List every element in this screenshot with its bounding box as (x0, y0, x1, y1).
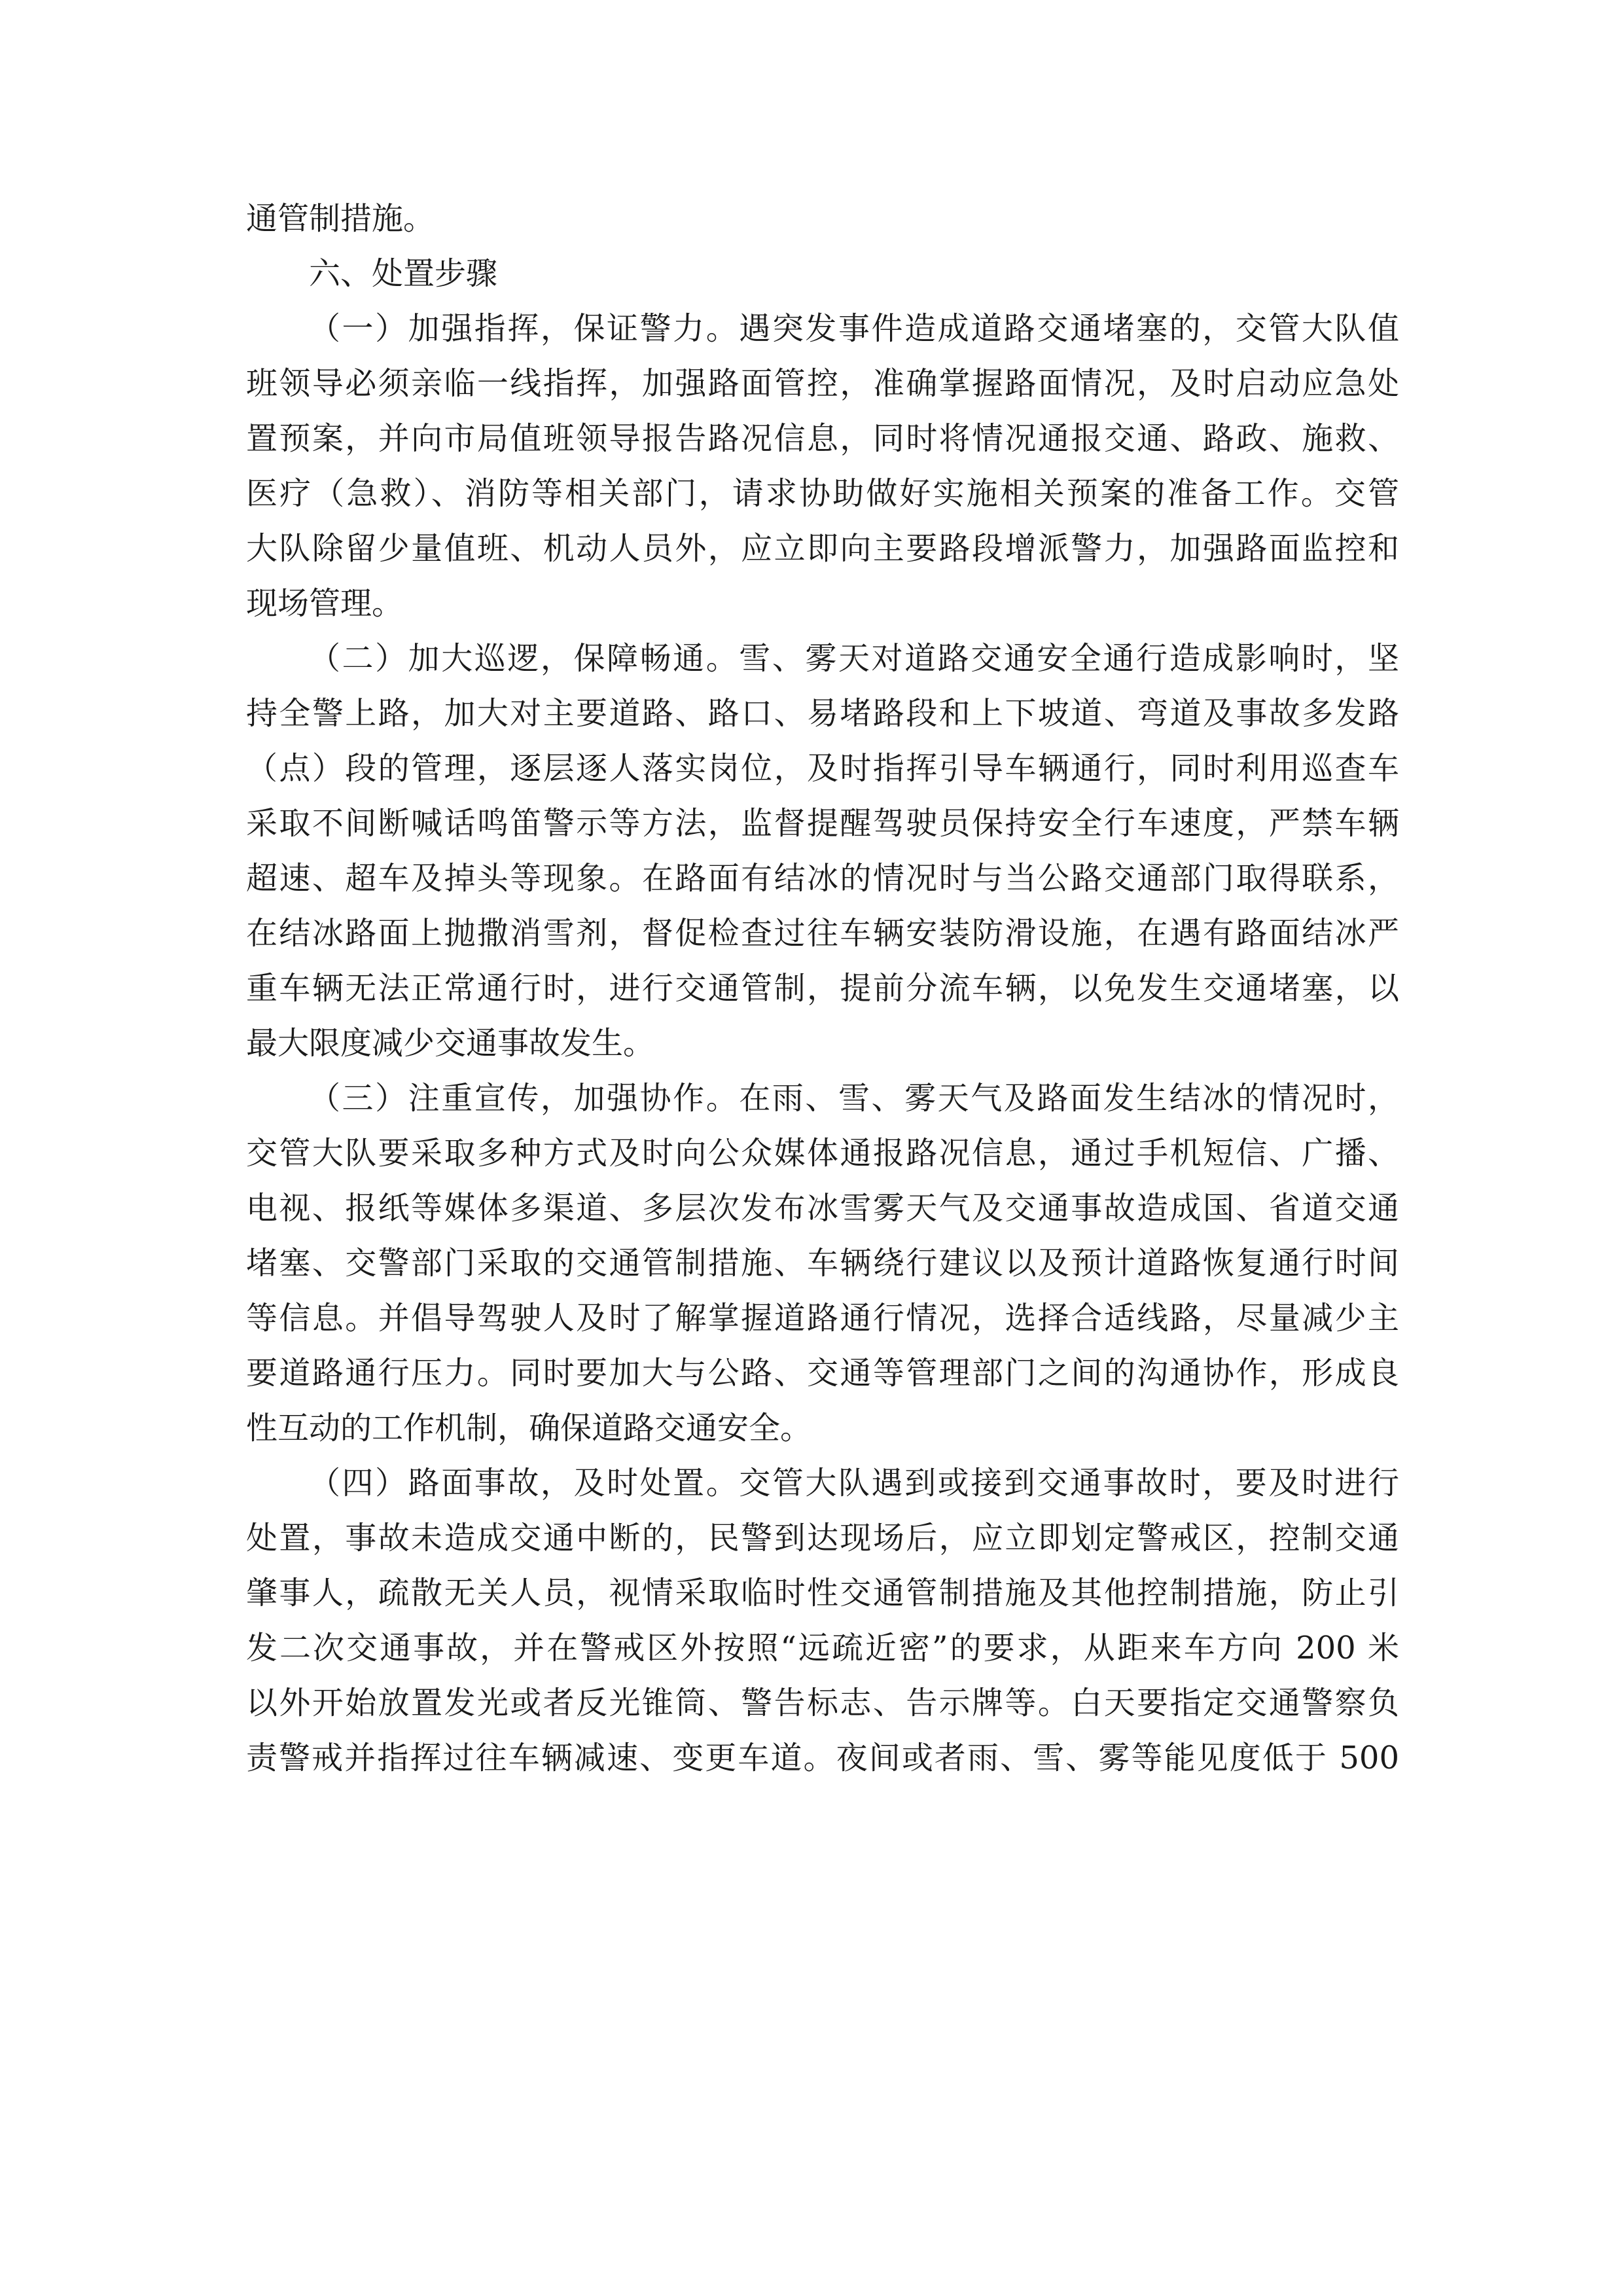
text-line: 等信息。并倡导驾驶人及时了解掌握道路通行情况，选择合适线路，尽量减少主 (246, 1300, 1399, 1336)
text-line: 以外开始放置发光或者反光锥筒、警告标志、告示牌等。白天要指定交通警察负 (246, 1685, 1399, 1721)
text-line: 现场管理。 (246, 585, 404, 622)
text-line: 班领导必须亲临一线指挥，加强路面管控，准确掌握路面情况，及时启动应急处 (246, 365, 1399, 402)
text-line: （一）加强指挥，保证警力。遇突发事件造成道路交通堵塞的，交管大队值 (309, 310, 1399, 347)
text-line: （二）加大巡逻，保障畅通。雪、雾天对道路交通安全通行造成影响时，坚 (309, 640, 1399, 677)
text-line: 最大限度减少交通事故发生。 (246, 1025, 655, 1062)
document-body (246, 191, 1399, 1785)
text-line: 交管大队要采取多种方式及时向公众媒体通报路况信息，通过手机短信、广播、 (246, 1135, 1399, 1172)
text-line: （四）路面事故，及时处置。交管大队遇到或接到交通事故时，要及时进行 (309, 1465, 1399, 1501)
text-line: （三）注重宣传，加强协作。在雨、雪、雾天气及路面发生结冰的情况时， (309, 1080, 1399, 1117)
text-line: 责警戒并指挥过往车辆减速、变更车道。夜间或者雨、雪、雾等能见度低于 500 (246, 1740, 1399, 1776)
text-line: 在结冰路面上抛撒消雪剂，督促检查过往车辆安装防滑设施，在遇有路面结冰严 (246, 915, 1399, 952)
text-line: 持全警上路，加大对主要道路、路口、易堵路段和上下坡道、弯道及事故多发路 (246, 695, 1399, 732)
text-line: 医疗（急救）、消防等相关部门，请求协助做好实施相关预案的准备工作。交管 (246, 475, 1399, 512)
text-line: 置预案，并向市局值班领导报告路况信息，同时将情况通报交通、路政、施救、 (246, 420, 1399, 457)
section-heading: 六、处置步骤 (309, 255, 498, 292)
text-line: （点）段的管理，逐层逐人落实岗位，及时指挥引导车辆通行，同时利用巡查车 (246, 750, 1399, 787)
text-line: 通管制措施。 (246, 200, 435, 237)
text-line: 性互动的工作机制，确保道路交通安全。 (246, 1410, 812, 1446)
text-line: 肇事人，疏散无关人员，视情采取临时性交通管制措施及其他控制措施，防止引 (246, 1575, 1399, 1611)
text-line: 采取不间断喊话鸣笛警示等方法，监督提醒驾驶员保持安全行车速度，严禁车辆 (246, 805, 1399, 842)
text-line: 大队除留少量值班、机动人员外，应立即向主要路段增派警力，加强路面监控和 (246, 530, 1399, 567)
text-line: 要道路通行压力。同时要加大与公路、交通等管理部门之间的沟通协作，形成良 (246, 1355, 1399, 1391)
text-line: 处置，事故未造成交通中断的，民警到达现场后，应立即划定警戒区，控制交通 (246, 1520, 1399, 1556)
text-line: 电视、报纸等媒体多渠道、多层次发布冰雪雾天气及交通事故造成国、省道交通 (246, 1190, 1399, 1227)
text-line: 超速、超车及掉头等现象。在路面有结冰的情况时与当公路交通部门取得联系， (246, 860, 1399, 897)
text-line: 堵塞、交警部门采取的交通管制措施、车辆绕行建议以及预计道路恢复通行时间 (246, 1245, 1399, 1282)
text-line: 发二次交通事故，并在警戒区外按照“远疏近密”的要求，从距来车方向 200 米 (246, 1630, 1399, 1666)
text-line: 重车辆无法正常通行时，进行交通管制，提前分流车辆，以免发生交通堵塞，以 (246, 970, 1399, 1007)
